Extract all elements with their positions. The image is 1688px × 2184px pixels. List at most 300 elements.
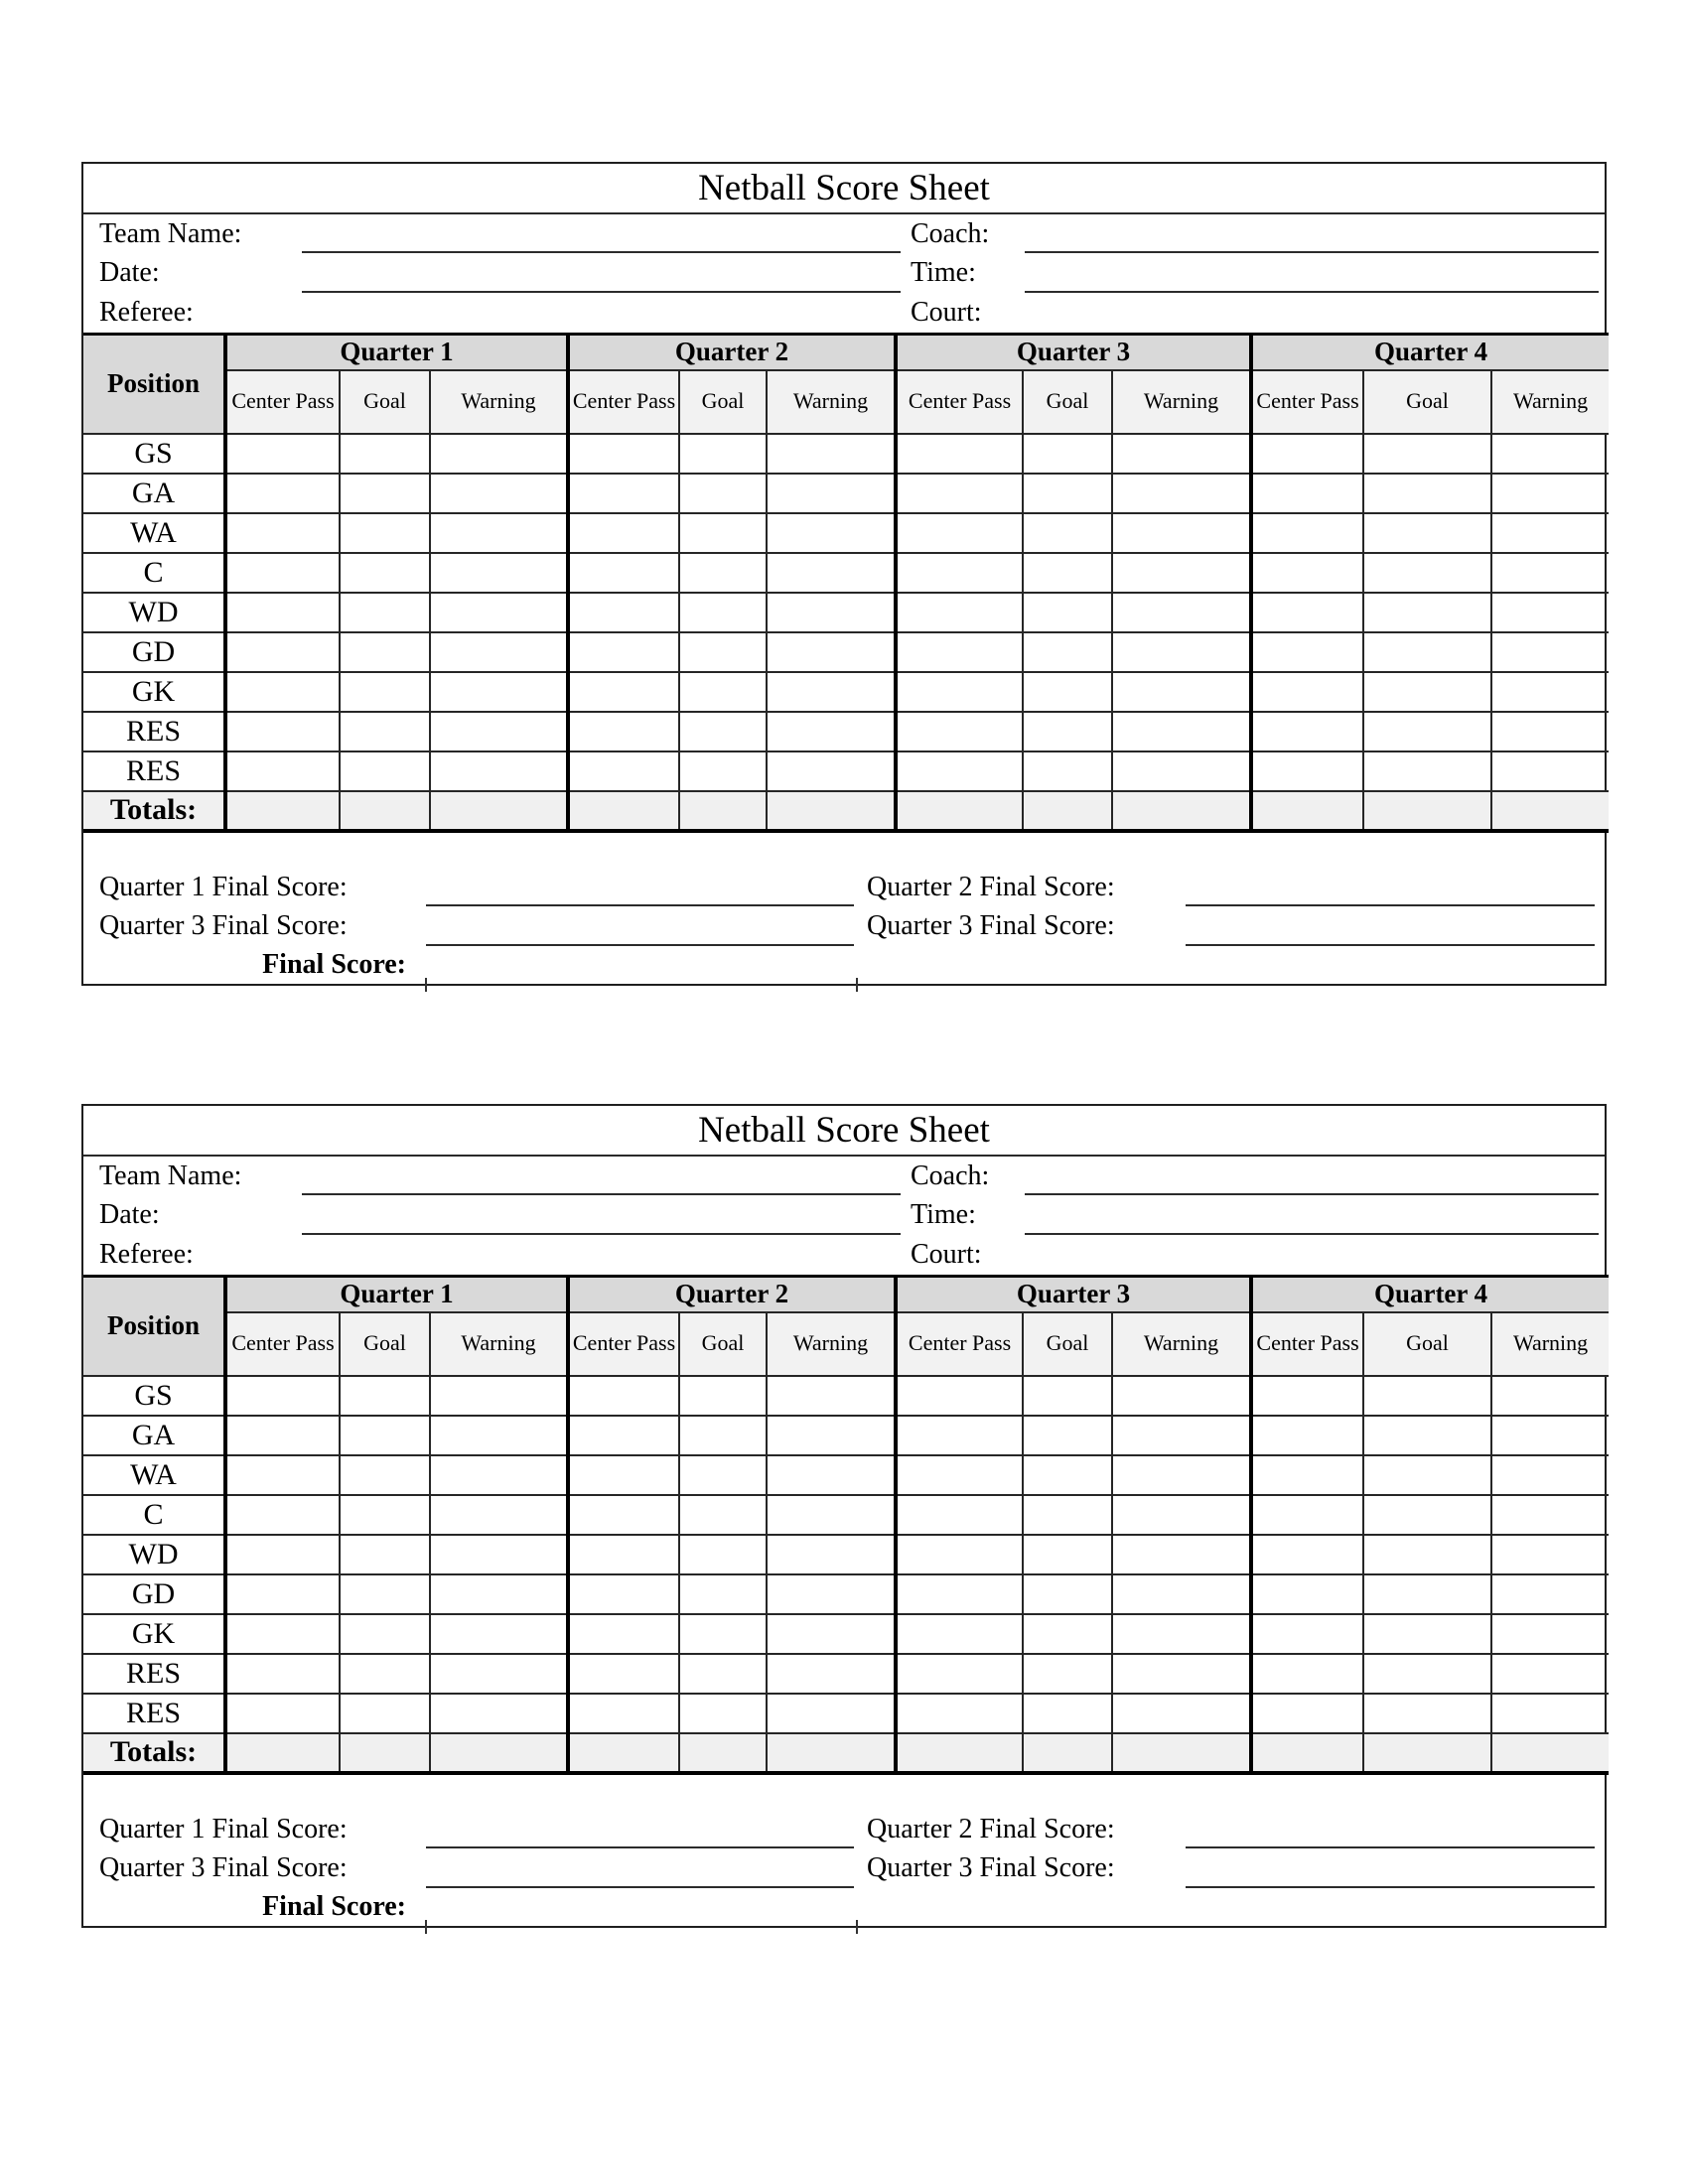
quarter-1-final-score-line [426, 1810, 854, 1848]
info-row [83, 253, 1605, 293]
referee-label: Referee: [99, 297, 194, 328]
score-row [83, 672, 1609, 712]
score-rows-body [83, 1376, 1609, 1733]
score-cell [568, 712, 679, 751]
score-cell [1363, 1535, 1491, 1574]
score-cell [679, 1535, 767, 1574]
score-cell [1112, 672, 1251, 712]
score-cell [225, 593, 340, 632]
quarter-4-header: Quarter 4 [1251, 1277, 1609, 1312]
position-cell: GK [83, 1614, 225, 1654]
score-cell [896, 1614, 1023, 1654]
position-cell: GD [83, 632, 225, 672]
quarter-3-final-score-label-left: Quarter 3 Final Score: [99, 1852, 348, 1883]
quarter-1-final-score-line [426, 868, 854, 906]
score-cell [225, 632, 340, 672]
score-cell [1251, 1455, 1363, 1495]
center-pass-header: Center Pass [568, 370, 679, 434]
quarter-4-header: Quarter 4 [1251, 335, 1609, 370]
score-cell [225, 434, 340, 474]
court-input-area [1025, 1235, 1599, 1275]
position-cell: GS [83, 1376, 225, 1416]
totals-label: Totals: [83, 791, 225, 831]
score-cell [430, 712, 568, 751]
score-cell [225, 513, 340, 553]
score-cell [1112, 632, 1251, 672]
position-column-header: Position [83, 1277, 225, 1376]
stat-header-row [83, 1312, 1609, 1376]
final-scores-section [83, 833, 1605, 984]
score-row [83, 434, 1609, 474]
score-cell [340, 712, 430, 751]
position-cell: C [83, 1495, 225, 1535]
team-name-label: Team Name: [99, 217, 242, 249]
final-score-row [83, 1810, 1605, 1848]
position-cell: RES [83, 1694, 225, 1733]
score-cell [430, 434, 568, 474]
score-cell [1491, 632, 1609, 672]
time-label: Time: [911, 1199, 976, 1230]
totals-row [83, 1733, 1609, 1773]
score-cell [1491, 1574, 1609, 1614]
score-cell [340, 434, 430, 474]
warning-header: Warning [1112, 1312, 1251, 1376]
score-row [83, 1416, 1609, 1455]
score-cell [896, 1535, 1023, 1574]
score-cell [1363, 593, 1491, 632]
quarter-3-header: Quarter 3 [896, 1277, 1251, 1312]
info-row [83, 1157, 1605, 1195]
score-cell [1491, 751, 1609, 791]
center-pass-header: Center Pass [568, 1312, 679, 1376]
totals-cell [1251, 791, 1363, 831]
quarter-1-header: Quarter 1 [225, 335, 568, 370]
score-cell [568, 1614, 679, 1654]
score-cell [568, 593, 679, 632]
score-cell [679, 751, 767, 791]
quarter-2-final-score-line [1186, 1810, 1595, 1848]
score-row [83, 1376, 1609, 1416]
totals-cell [896, 1733, 1023, 1773]
date-label: Date: [99, 1199, 160, 1230]
score-cell [896, 751, 1023, 791]
score-cell [767, 1376, 896, 1416]
score-cell [1112, 751, 1251, 791]
team-name-label: Team Name: [99, 1160, 242, 1191]
score-cell [1112, 1535, 1251, 1574]
score-cell [767, 1455, 896, 1495]
score-row [83, 1574, 1609, 1614]
score-cell [568, 1574, 679, 1614]
score-cell [1251, 1495, 1363, 1535]
score-cell [430, 1495, 568, 1535]
score-cell [430, 1614, 568, 1654]
score-cell [430, 1416, 568, 1455]
score-cell [225, 751, 340, 791]
score-cell [1491, 712, 1609, 751]
score-cell [340, 1535, 430, 1574]
score-cell [679, 1654, 767, 1694]
final-score-value-area [426, 1888, 1605, 1926]
score-cell [568, 632, 679, 672]
score-cell [1251, 513, 1363, 553]
warning-header: Warning [1112, 370, 1251, 434]
score-cell [1363, 1455, 1491, 1495]
score-cell [1363, 1376, 1491, 1416]
quarter-2-final-score-label: Quarter 2 Final Score: [867, 1813, 1115, 1844]
score-cell [568, 513, 679, 553]
totals-cell [1491, 791, 1609, 831]
totals-cell [896, 791, 1023, 831]
coach-label: Coach: [911, 217, 990, 249]
referee-input-area [302, 1235, 901, 1275]
score-cell [896, 672, 1023, 712]
goal-header: Goal [1023, 370, 1112, 434]
quarter-header-row [83, 335, 1609, 370]
quarter-3-final-score-label-right: Quarter 3 Final Score: [867, 1852, 1115, 1883]
score-cell [430, 553, 568, 593]
final-score-row [83, 868, 1605, 906]
quarter-2-header: Quarter 2 [568, 1277, 896, 1312]
score-cell [568, 474, 679, 513]
score-cell [340, 632, 430, 672]
overall-final-score-row [83, 946, 1605, 984]
score-cell [340, 474, 430, 513]
score-cell [1491, 1455, 1609, 1495]
score-cell [568, 1694, 679, 1733]
score-cell [340, 1694, 430, 1733]
score-cell [767, 1495, 896, 1535]
score-cell [767, 1694, 896, 1733]
overall-final-score-row [83, 1888, 1605, 1926]
final-score-row [83, 1848, 1605, 1888]
score-cell [1363, 1416, 1491, 1455]
score-cell [225, 1376, 340, 1416]
score-cell [896, 1694, 1023, 1733]
score-cell [1023, 434, 1112, 474]
score-cell [340, 1614, 430, 1654]
totals-cell [679, 791, 767, 831]
time-input-line [1025, 253, 1599, 293]
score-cell [679, 1574, 767, 1614]
score-cell [1363, 632, 1491, 672]
stat-header-row [83, 370, 1609, 434]
footer-divider-tick [425, 978, 427, 992]
totals-cell [430, 791, 568, 831]
time-input-line [1025, 1195, 1599, 1235]
match-info-section [83, 214, 1605, 333]
quarter-2-final-score-line [1186, 868, 1595, 906]
quarter-3-final-score-line-right [1186, 906, 1595, 946]
score-cell [896, 1416, 1023, 1455]
sheet-title-row [83, 164, 1605, 214]
position-cell: RES [83, 1654, 225, 1694]
score-row [83, 593, 1609, 632]
score-cell [430, 1535, 568, 1574]
score-cell [568, 672, 679, 712]
totals-cell [1363, 1733, 1491, 1773]
score-cell [896, 632, 1023, 672]
quarter-3-final-score-line-left [426, 1848, 854, 1888]
score-cell [1363, 1694, 1491, 1733]
coach-label: Coach: [911, 1160, 990, 1191]
score-cell [896, 513, 1023, 553]
goal-header: Goal [1023, 1312, 1112, 1376]
date-label: Date: [99, 257, 160, 288]
score-cell [568, 1416, 679, 1455]
goal-header: Goal [340, 1312, 430, 1376]
quarter-3-final-score-label-right: Quarter 3 Final Score: [867, 910, 1115, 941]
score-cell [1023, 1574, 1112, 1614]
warning-header: Warning [1491, 1312, 1609, 1376]
score-row [83, 632, 1609, 672]
score-cell [1363, 513, 1491, 553]
score-cell [1491, 1694, 1609, 1733]
position-cell: WA [83, 1455, 225, 1495]
score-cell [430, 1574, 568, 1614]
score-cell [1023, 593, 1112, 632]
score-cell [1363, 474, 1491, 513]
center-pass-header: Center Pass [1251, 1312, 1363, 1376]
warning-header: Warning [1491, 370, 1609, 434]
score-row [83, 1535, 1609, 1574]
score-cell [1251, 1535, 1363, 1574]
score-cell [767, 1654, 896, 1694]
score-cell [1363, 672, 1491, 712]
center-pass-header: Center Pass [225, 370, 340, 434]
score-cell [679, 1376, 767, 1416]
score-cell [1112, 474, 1251, 513]
warning-header: Warning [767, 370, 896, 434]
score-cell [430, 1654, 568, 1694]
score-cell [767, 513, 896, 553]
score-cell [767, 553, 896, 593]
score-table [83, 1275, 1609, 1775]
quarter-3-final-score-line-left [426, 906, 854, 946]
date-input-line [302, 253, 901, 293]
totals-cell [430, 1733, 568, 1773]
sheet-title-row [83, 1106, 1605, 1157]
score-cell [1251, 1614, 1363, 1654]
totals-cell [767, 791, 896, 831]
score-row [83, 751, 1609, 791]
totals-cell [1023, 1733, 1112, 1773]
info-row [83, 293, 1605, 333]
quarter-1-final-score-label: Quarter 1 Final Score: [99, 871, 348, 902]
score-cell [1112, 1495, 1251, 1535]
score-cell [1363, 434, 1491, 474]
court-label: Court: [911, 297, 982, 328]
score-cell [679, 1416, 767, 1455]
score-cell [1112, 513, 1251, 553]
score-cell [568, 1376, 679, 1416]
score-cell [1251, 1574, 1363, 1614]
score-cell [1251, 553, 1363, 593]
totals-cell [225, 1733, 340, 1773]
quarter-1-final-score-label: Quarter 1 Final Score: [99, 1813, 348, 1844]
score-cell [1251, 632, 1363, 672]
score-cell [1491, 1654, 1609, 1694]
score-cell [340, 1574, 430, 1614]
info-row [83, 214, 1605, 253]
score-row [83, 1495, 1609, 1535]
score-cell [679, 1495, 767, 1535]
position-cell: GK [83, 672, 225, 712]
score-cell [679, 1614, 767, 1654]
center-pass-header: Center Pass [225, 1312, 340, 1376]
score-row [83, 513, 1609, 553]
position-cell: WD [83, 593, 225, 632]
score-cell [679, 1455, 767, 1495]
score-cell [568, 434, 679, 474]
quarter-3-header: Quarter 3 [896, 335, 1251, 370]
score-cell [679, 474, 767, 513]
score-cell [430, 751, 568, 791]
score-cell [679, 553, 767, 593]
score-cell [1491, 593, 1609, 632]
score-cell [896, 712, 1023, 751]
goal-header: Goal [679, 1312, 767, 1376]
final-score-label: Final Score: [262, 949, 406, 980]
score-cell [340, 1455, 430, 1495]
score-row [83, 712, 1609, 751]
score-cell [767, 1535, 896, 1574]
score-cell [1023, 474, 1112, 513]
match-info-section [83, 1157, 1605, 1275]
info-row [83, 1235, 1605, 1275]
score-cell [430, 672, 568, 712]
score-cell [430, 1376, 568, 1416]
score-cell [1023, 1654, 1112, 1694]
score-cell [1363, 1614, 1491, 1654]
quarter-3-final-score-label-left: Quarter 3 Final Score: [99, 910, 348, 941]
score-cell [1112, 712, 1251, 751]
score-cell [1491, 434, 1609, 474]
court-input-area [1025, 293, 1599, 333]
footer-divider-tick [856, 1920, 858, 1934]
score-cell [896, 593, 1023, 632]
score-cell [568, 751, 679, 791]
totals-cell [1112, 791, 1251, 831]
totals-cell [1112, 1733, 1251, 1773]
score-cell [1112, 1455, 1251, 1495]
score-row [83, 553, 1609, 593]
totals-cell [568, 791, 679, 831]
score-cell [1491, 553, 1609, 593]
score-cell [430, 513, 568, 553]
score-cell [1251, 1416, 1363, 1455]
center-pass-header: Center Pass [896, 1312, 1023, 1376]
footer-divider-tick [425, 1920, 427, 1934]
score-cell [896, 1495, 1023, 1535]
totals-cell [679, 1733, 767, 1773]
goal-header: Goal [679, 370, 767, 434]
score-cell [340, 672, 430, 712]
score-cell [340, 1416, 430, 1455]
score-cell [225, 553, 340, 593]
totals-label: Totals: [83, 1733, 225, 1773]
score-cell [896, 1654, 1023, 1694]
warning-header: Warning [767, 1312, 896, 1376]
score-cell [767, 1416, 896, 1455]
score-cell [1491, 1495, 1609, 1535]
score-cell [767, 672, 896, 712]
score-cell [1251, 1654, 1363, 1694]
totals-cell [1023, 791, 1112, 831]
score-cell [225, 1416, 340, 1455]
score-cell [767, 1574, 896, 1614]
score-cell [767, 712, 896, 751]
team-name-input-line [302, 1157, 901, 1195]
score-cell [1491, 1376, 1609, 1416]
score-cell [1251, 593, 1363, 632]
score-cell [1023, 553, 1112, 593]
totals-cell [340, 791, 430, 831]
score-cell [340, 593, 430, 632]
score-cell [1112, 1694, 1251, 1733]
goal-header: Goal [340, 370, 430, 434]
score-cell [225, 1614, 340, 1654]
position-cell: RES [83, 712, 225, 751]
totals-cell [767, 1733, 896, 1773]
score-cell [767, 474, 896, 513]
score-rows-body [83, 434, 1609, 791]
score-cell [1491, 513, 1609, 553]
score-cell [1023, 672, 1112, 712]
score-cell [340, 751, 430, 791]
netball-score-sheet-bottom [81, 1104, 1607, 1928]
score-cell [1023, 632, 1112, 672]
score-cell [568, 1455, 679, 1495]
score-row [83, 474, 1609, 513]
score-cell [767, 632, 896, 672]
score-cell [1251, 474, 1363, 513]
totals-cell [225, 791, 340, 831]
score-cell [568, 1535, 679, 1574]
position-cell: GA [83, 1416, 225, 1455]
score-cell [1112, 1416, 1251, 1455]
score-cell [340, 1495, 430, 1535]
score-cell [225, 1654, 340, 1694]
netball-score-sheet-top [81, 162, 1607, 986]
score-cell [896, 1376, 1023, 1416]
quarter-1-header: Quarter 1 [225, 1277, 568, 1312]
score-cell [340, 1376, 430, 1416]
score-cell [1023, 1614, 1112, 1654]
score-cell [1251, 751, 1363, 791]
score-cell [1023, 513, 1112, 553]
coach-input-line [1025, 214, 1599, 253]
quarter-3-final-score-line-right [1186, 1848, 1595, 1888]
score-cell [1363, 1654, 1491, 1694]
score-cell [1363, 553, 1491, 593]
score-cell [1112, 1574, 1251, 1614]
score-cell [896, 1455, 1023, 1495]
final-score-value-area [426, 946, 1605, 984]
goal-header: Goal [1363, 370, 1491, 434]
score-cell [679, 513, 767, 553]
score-cell [1112, 553, 1251, 593]
referee-label: Referee: [99, 1239, 194, 1270]
score-cell [1112, 1654, 1251, 1694]
score-cell [225, 474, 340, 513]
score-cell [896, 474, 1023, 513]
final-scores-section [83, 1775, 1605, 1926]
score-cell [679, 434, 767, 474]
score-cell [1491, 1535, 1609, 1574]
quarter-2-final-score-label: Quarter 2 Final Score: [867, 871, 1115, 902]
score-cell [225, 1455, 340, 1495]
